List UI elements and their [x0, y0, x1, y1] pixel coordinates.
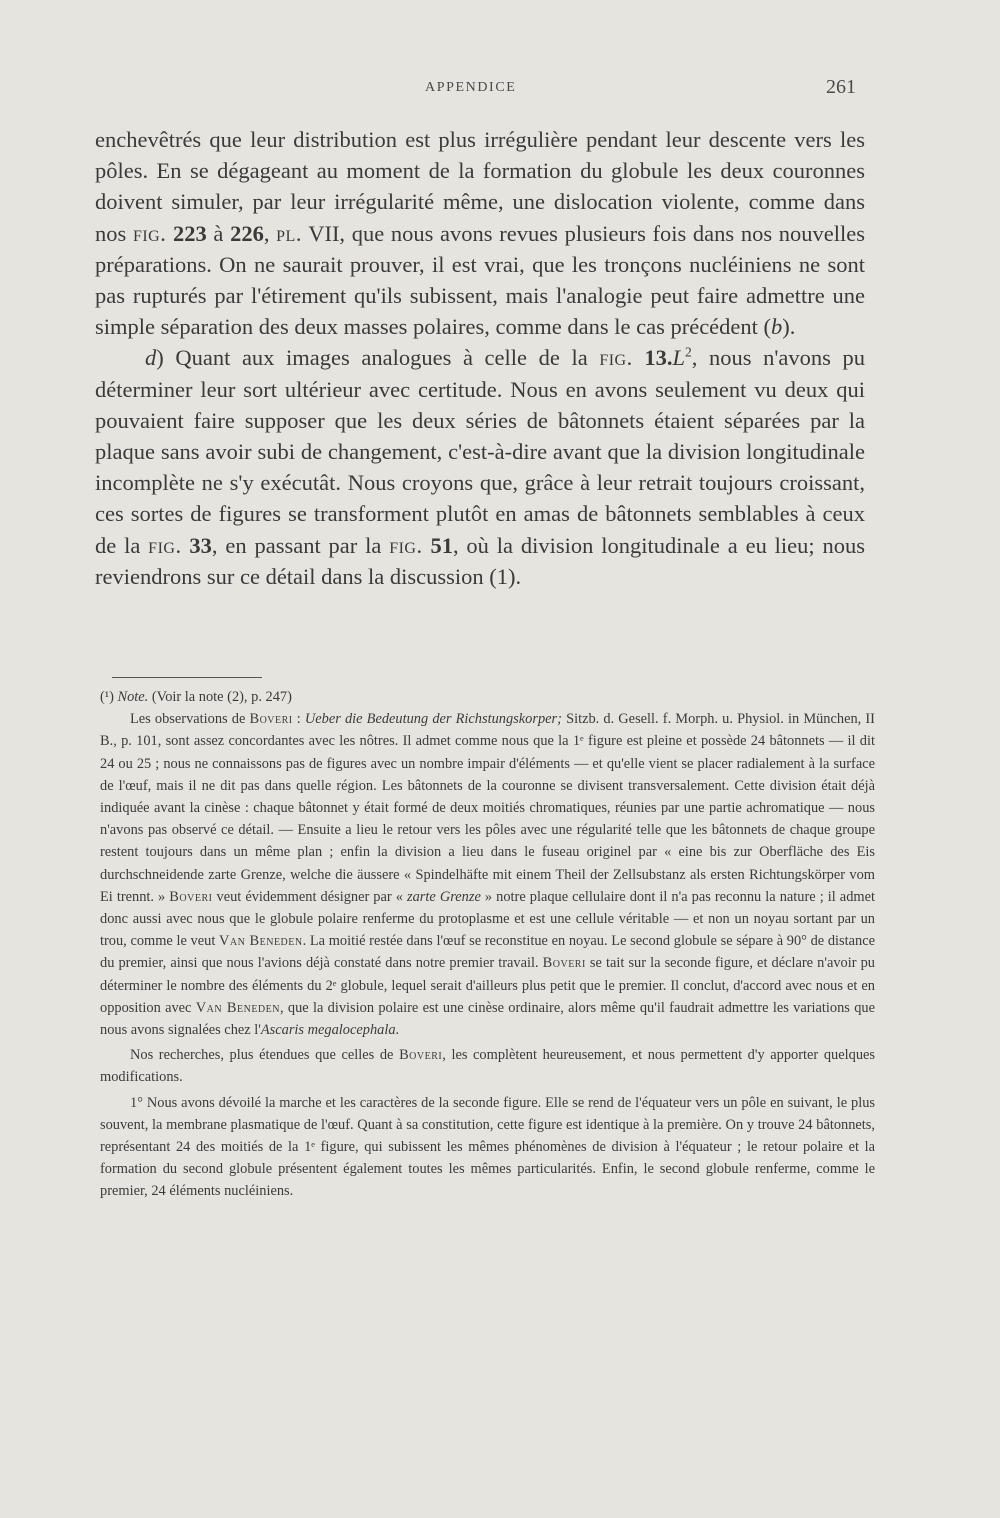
footnote-rule — [112, 677, 262, 678]
paragraph-continuation — [95, 124, 865, 342]
text-run: (Voir la note (2), p. 247) — [148, 689, 292, 705]
footnote-paragraph-1 — [100, 708, 875, 1041]
footnote — [100, 686, 875, 1203]
text-run: ) Quant aux images analogues à celle de la — [156, 345, 600, 371]
text-run: VII, que nous avons revues plusieurs fois dans nos nouvelles préparations. On ne saurait prouver, il est vrai, que les tronçons nucléiniens ne sont pas rupturés par l'étirement qu'ils subissent, mais l'analogie peut faire admettre une simple séparation des deux masses polaires, comme dans le cas précédent ( — [95, 220, 865, 340]
text-run: à — [206, 220, 231, 246]
author-name: Boveri — [399, 1047, 443, 1064]
author-name: Boveri — [169, 888, 213, 905]
main-text — [95, 124, 865, 592]
footnote-paragraph-2 — [100, 1044, 875, 1088]
text-run: , que la division polaire est une cinèse ordinaire, alors même qu'il faudrait admettre les variations que nous avons signalées chez l' — [100, 999, 875, 1039]
figure-label: fig. — [148, 532, 182, 558]
text-run: 1° Nous avons dévoilé la marche et les caractères de la seconde figure. Elle se rend de l'équateur vers un pôle en suivant, le plus souvent, la membrane plasmatique de l'œuf. Quant à sa constitution, cette figure est identique à la première. On y trouve 24 bâtonnets, représentant 24 des moitiés de la 1ᵉ figure, qui subissent les mêmes phénomènes de division à l'équateur ; le retour polaire et la formation du second globule présentent également toutes les mêmes particularités. Enfin, le second globule renferme, comme le premier, 24 éléments nucléiniens. — [100, 1094, 875, 1200]
author-name: Van Beneden — [219, 933, 303, 950]
footnote-marker: (¹) — [100, 689, 118, 705]
text-run: Les observations de — [130, 711, 250, 728]
note-label: Note. — [117, 689, 149, 705]
author-name: Boveri — [542, 955, 586, 972]
text-run: , où la division longitudinale a eu lieu; nous reviendrons sur ce détail dans la discussion (1). — [95, 532, 866, 589]
text-run: . La moitié restée dans l'œuf se reconstitue en noyau. Le second globule se sépare à 90° de distance du premier, ainsi que nous l'avions déjà constaté dans notre premier travail. — [100, 933, 875, 972]
page-number: 261 — [826, 76, 856, 98]
author-name: Boveri — [249, 711, 293, 728]
text-run: » notre plaque cellulaire dont il n'a pas reconnu la nature ; il admet donc aussi avec nous que le globule polaire renferme du protoplasme et est une cellule véritable — et non un noyau sortant par un trou, comme le veut — [100, 888, 875, 950]
citation-title: Ueber die Bedeutung der Richstungskorper; — [304, 711, 562, 728]
figure-label: fig. — [132, 220, 167, 246]
text-run: , — [263, 220, 277, 246]
footnote-paragraph-3 — [100, 1092, 875, 1203]
text-run: se tait sur la seconde figure, et déclare n'avoir pu déterminer le nombre des éléments du 2ᵉ globule, lequel serait d'ailleurs plus petit que le premier. Il conclut, d'accord avec nous et en opposition avec — [100, 955, 875, 1016]
text-run: . — [395, 1022, 400, 1039]
figure-label: fig. — [389, 532, 423, 558]
running-title: APPENDICE — [425, 80, 517, 95]
item-letter: b — [771, 314, 783, 340]
quoted-term: zarte Grenze — [406, 888, 481, 905]
figure-superscript: 2 — [684, 344, 692, 360]
text-run: , en passant par la — [211, 532, 390, 558]
plate-label: pl. — [276, 220, 302, 246]
text-run: , les complètent heureusement, et nous permettent d'y apporter quelques modifications. — [100, 1047, 875, 1086]
figure-ref: 226 — [230, 220, 264, 246]
figure-label: fig. — [599, 345, 633, 371]
text-run: , nous n'avons pu déterminer leur sort ultérieur avec certitude. Nous en avons seulement vu deux qui pouvaient faire supposer que les deux séries de bâtonnets étaient séparées par la plaque sans avoir subi de changement, c'est-à-dire avant que la division longitudinale incomplète ne s'y exécutât. Nous croyons que, grâce à leur retrait toujours croissant, ces sortes de figures se transforment plutôt en amas de bâtonnets semblables à ceux de la — [95, 345, 865, 558]
footnote-marker-line — [100, 686, 875, 708]
figure-ref: 51 — [430, 532, 453, 558]
paragraph-d — [95, 342, 865, 592]
text-run: ). — [782, 314, 796, 340]
text-run: enchevêtrés que leur distribution est plus irrégulière pendant leur descente vers les pôles. En se dégageant au moment de la formation du globule les deux couronnes doivent simuler, par leur irrégularité même, une dislocation violente, comme dans nos — [95, 127, 865, 246]
species-name: Ascaris megalocephala — [260, 1022, 396, 1039]
figure-ref: 223 — [173, 220, 207, 246]
author-name: Van Beneden — [195, 999, 280, 1016]
text-run: : — [292, 711, 305, 728]
running-head — [0, 76, 1000, 104]
figure-ref: 33 — [189, 532, 212, 558]
figure-ref: 13. — [644, 345, 673, 371]
item-letter: d — [145, 345, 157, 371]
text-run: Nos recherches, plus étendues que celles de — [130, 1047, 400, 1064]
figure-letter: L — [672, 345, 685, 371]
text-run: Sitzb. d. Gesell. f. Morph. u. Physiol. in München, II B., p. 101, sont assez concordantes avec les nôtres. Il admet comme nous que la 1ᵉ figure est pleine et possède 24 bâtonnets — il dit 24 ou 25 ; nous ne connaissons pas de figures avec un nombre impair d'éléments — et qu'elle vient se placer radialement à la surface de l'œuf, mais il ne dit pas dans quelle région. Les bâtonnets de la couronne se divisent transversalement. Cette division était déjà indiquée avant la cinèse : chaque bâtonnet y était formé de deux moitiés chromatiques, réunies par une partie achromatique — nous n'avons pas observé ce détail. — Ensuite a lieu le retour vers les pôles avec une régularité telle que les bâtonnets de chaque groupe restent toujours dans un même plan ; enfin la division a lieu dans le fuseau originel par « eine bis zur Oberfläche des Eis durchschneidende zarte Grenze, welche die äussere « Spindelhäfte mit einem Theil der Zellsubstanz als ersten Richtungskörper vom Ei trennt. » — [100, 711, 875, 905]
text-run: veut évidemment désigner par « — [212, 888, 407, 905]
